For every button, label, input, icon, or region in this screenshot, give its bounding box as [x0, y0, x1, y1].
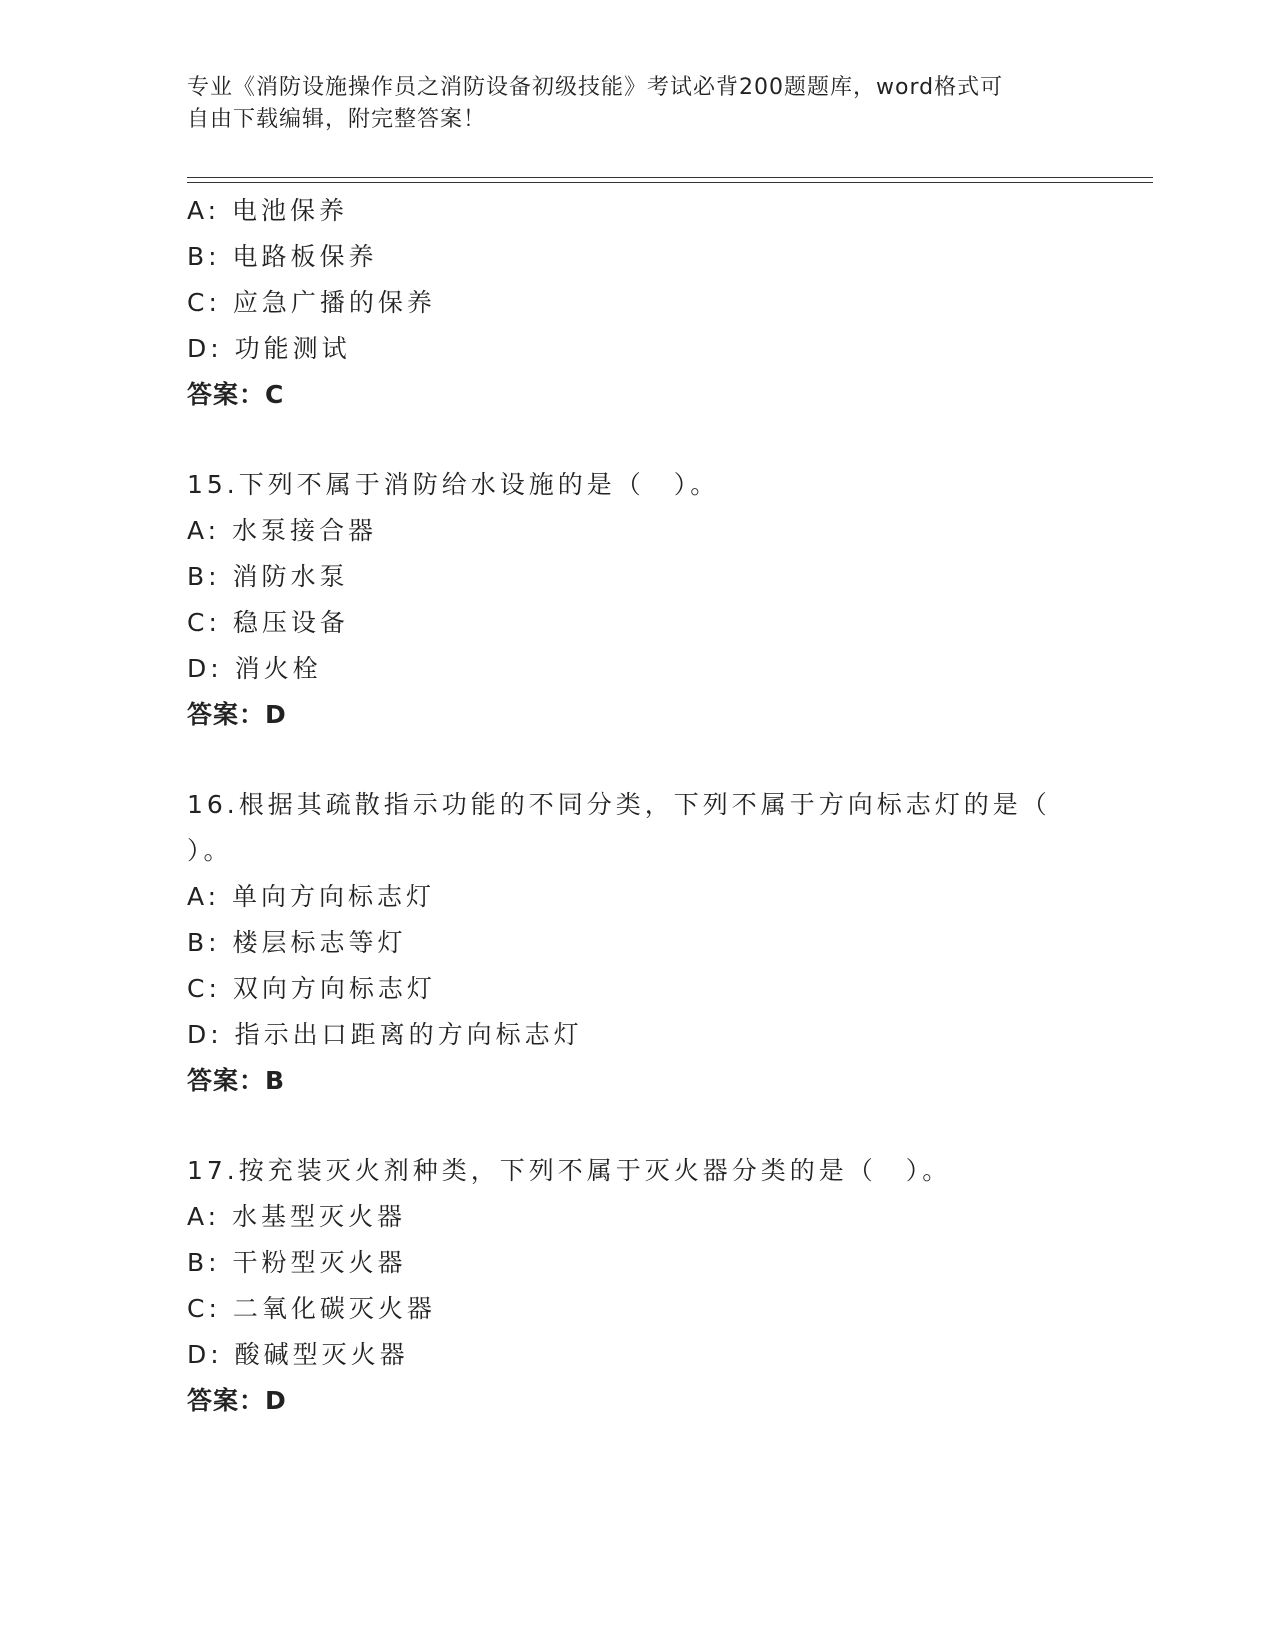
question-stem: 15.下列不属于消防给水设施的是（ ）。	[187, 470, 720, 499]
question-stem-line2: ）。	[187, 836, 233, 865]
header-title-line2: 自由下载编辑，附完整答案！	[187, 107, 487, 132]
answer: 答案：D	[187, 700, 287, 729]
option-b: B: 电路板保养	[187, 242, 378, 271]
option-a: A: 水泵接合器	[187, 516, 378, 545]
question-stem: 17.按充装灭火剂种类，下列不属于灭火器分类的是（ ）。	[187, 1156, 952, 1185]
option-b: B: 干粉型灭火器	[187, 1248, 407, 1277]
option-d: D: 酸碱型灭火器	[187, 1340, 409, 1369]
header-rule-top	[187, 177, 1153, 178]
question-stem-line1: 16.根据其疏散指示功能的不同分类，下列不属于方向标志灯的是（	[187, 790, 1051, 819]
option-a: A: 水基型灭火器	[187, 1202, 407, 1231]
option-a: A: 电池保养	[187, 196, 349, 225]
answer: 答案：B	[187, 1066, 286, 1095]
option-c: C: 二氧化碳灭火器	[187, 1294, 436, 1323]
option-b: B: 楼层标志等灯	[187, 928, 407, 957]
option-c: C: 稳压设备	[187, 608, 349, 637]
question-list	[187, 188, 1087, 1424]
header-rule-bottom	[187, 182, 1153, 183]
question-17	[187, 1148, 1087, 1424]
option-a: A: 单向方向标志灯	[187, 882, 436, 911]
option-d: D: 消火栓	[187, 654, 322, 683]
answer: 答案：C	[187, 380, 285, 409]
document-header	[187, 72, 1067, 136]
question-15	[187, 462, 1087, 738]
option-c: C: 双向方向标志灯	[187, 974, 436, 1003]
option-b: B: 消防水泵	[187, 562, 349, 591]
option-c: C: 应急广播的保养	[187, 288, 436, 317]
option-d: D: 功能测试	[187, 334, 351, 363]
question-16	[187, 782, 1087, 1104]
answer: 答案：D	[187, 1386, 287, 1415]
header-title-line1: 专业《消防设施操作员之消防设备初级技能》考试必背200题题库，word格式可	[187, 75, 1004, 100]
option-d: D: 指示出口距离的方向标志灯	[187, 1020, 583, 1049]
question-14	[187, 188, 1087, 418]
